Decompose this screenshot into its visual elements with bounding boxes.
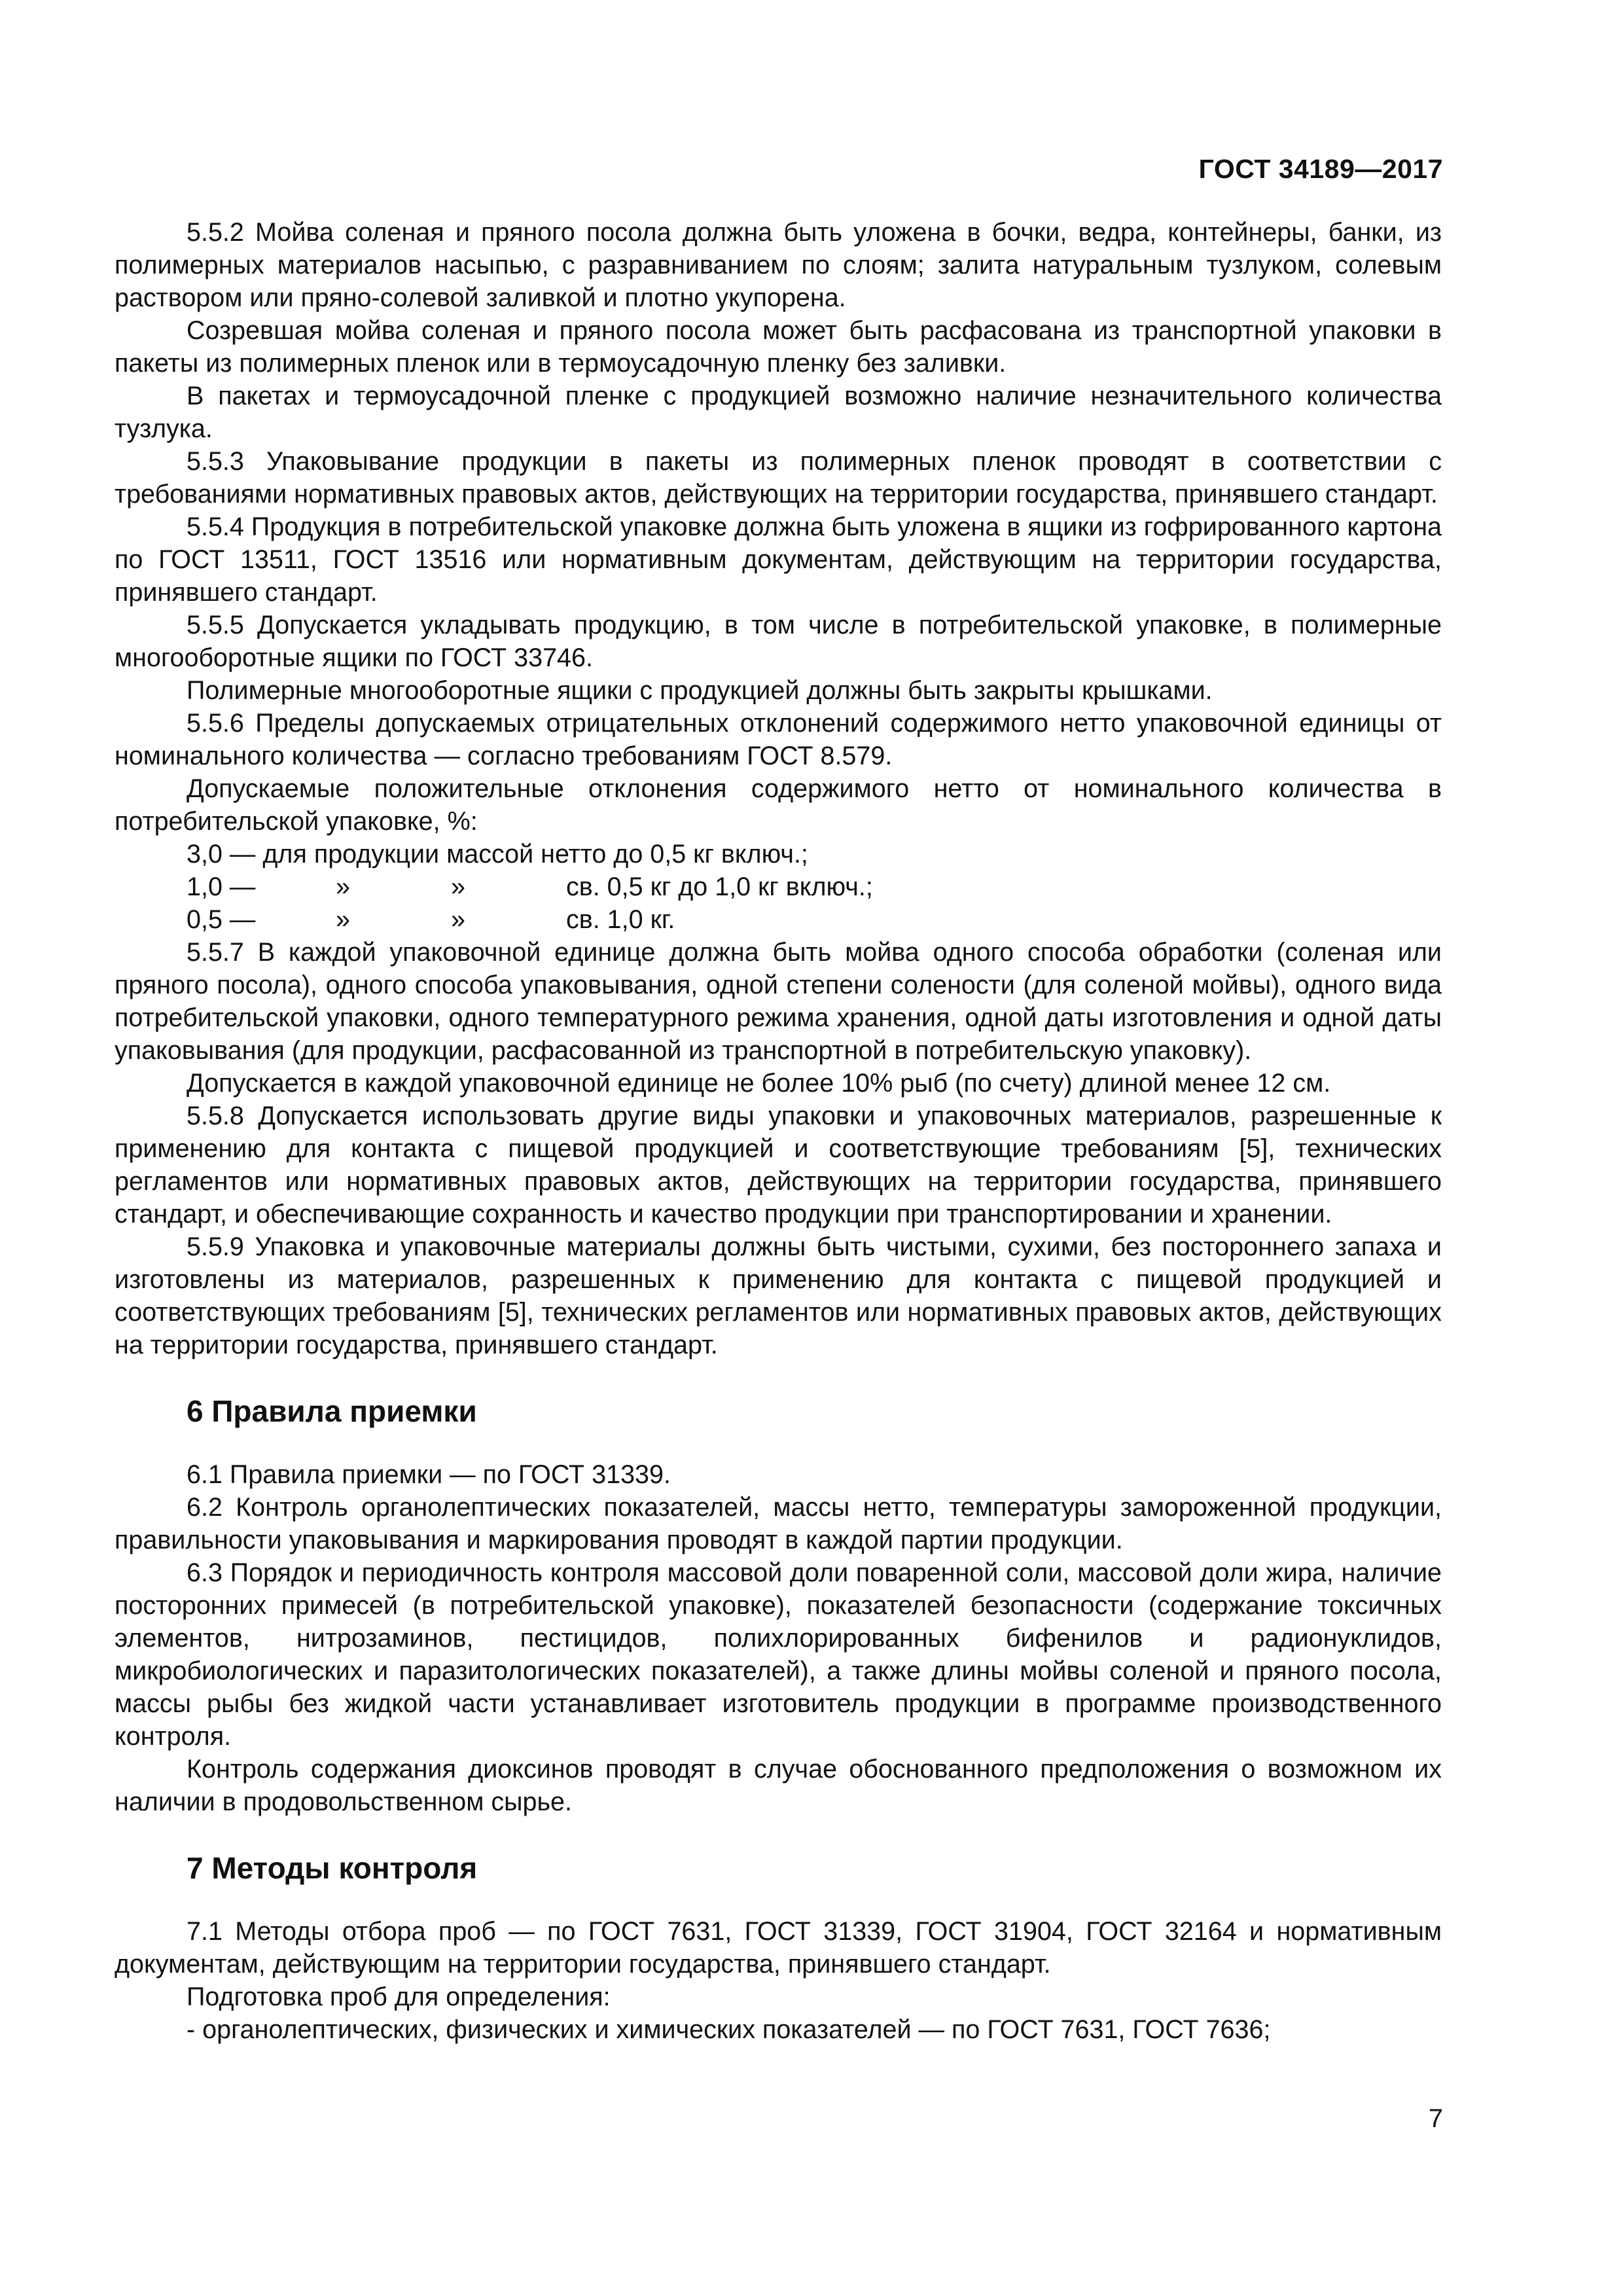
deviation-list [115,838,1442,936]
deviation-value: 0,5 — [187,905,256,934]
paragraph-5-5-6: 5.5.6 Пределы допускаемых отрицательных отклонений содержимого нетто упаковочной единицы от номинального количества — согласно требованиям ГОСТ 8.579. [115,709,1442,770]
deviation-text: 3,0 — для продукции массой нетто до 0,5 кг включ.; [187,840,808,869]
deviation-row [115,870,1442,903]
ditto-mark: » [336,872,350,901]
paragraph: Допускаемые положительные отклонения содержимого нетто от номинального количества в потребительской упаковке, %: [115,774,1442,836]
paragraph-5-5-2: 5.5.2 Мойва соленая и пряного посола должна быть уложена в бочки, ведра, контейнеры, банки, из полимерных материалов насыпью, с разравниванием по слоям; залита натуральным тузлуком, солевым раствором или пряно-солевой заливкой и плотно укупорена. [115,218,1442,312]
paragraph-6-3: 6.3 Порядок и периодичность контроля массовой доли поваренной соли, массовой доли жира, наличие посторонних примесей (в потребительской упаковке), показателей безопасности (содержание токсичных элементов, нитрозаминов, пестицидов, полихлорированных бифенилов и радионуклидов, микробиологических и паразитологических показателей), а также длины мойвы соленой и пряного посола, массы рыбы без жидкой части устанавливает изготовитель продукции в программе производственного контроля. [115,1558,1442,1751]
paragraph: Контроль содержания диоксинов проводят в случае обоснованного предположения о возможном их наличии в продовольственном сырье. [115,1755,1442,1816]
deviation-row [115,838,1442,870]
paragraph-5-5-5: 5.5.5 Допускается укладывать продукцию, в том числе в потребительской упаковке, в полимерные многооборотные ящики по ГОСТ 33746. [115,611,1442,672]
standard-code-header: ГОСТ 34189—2017 [1198,154,1443,184]
page-number: 7 [1428,2104,1443,2133]
paragraph: Допускается в каждой упаковочной единице не более 10% рыб (по счету) длиной менее 12 см. [187,1069,1331,1098]
paragraph: В пакетах и термоусадочной пленке с продукцией возможно наличие незначительного количества тузлука. [115,382,1442,443]
paragraph-7-1: 7.1 Методы отбора проб — по ГОСТ 7631, ГОСТ 31339, ГОСТ 31904, ГОСТ 32164 и нормативным документам, действующим на территории государства, принявшего стандарт. [115,1917,1442,1979]
paragraph-6-2: 6.2 Контроль органолептических показателей, массы нетто, температуры замороженной продукции, правильности упаковывания и маркирования проводят в каждой партии продукции. [115,1493,1442,1554]
section-6-heading: 6 Правила приемки [187,1394,477,1428]
paragraph: Созревшая мойва соленая и пряного посола может быть расфасована из транспортной упаковки в пакеты из полимерных пленок или в термоусадочную пленку без заливки. [115,316,1442,378]
paragraph-5-5-9: 5.5.9 Упаковка и упаковочные материалы должны быть чистыми, сухими, без постороннего запаха и изготовлены из материалов, разрешенных к применению для контакта с пищевой продукцией и соответствующих требованиям [5], технических регламентов или нормативных правовых актов, действующих на территории государства, принявшего стандарт. [115,1232,1442,1359]
deviation-range: св. 1,0 кг. [566,905,675,934]
paragraph-5-5-8: 5.5.8 Допускается использовать другие виды упаковки и упаковочных материалов, разрешенные к применению для контакта с пищевой продукцией и соответствующие требованиям [5], технических регламентов или нормативных правовых актов, действующих на территории государства, принявшего стандарт, и обеспечивающие сохранность и качество продукции при транспортировании и хранении. [115,1102,1442,1229]
list-item: - органолептических, физических и химических показателей — по ГОСТ 7631, ГОСТ 7636; [187,2015,1271,2044]
paragraph: Подготовка проб для определения: [187,1982,611,2011]
paragraph-5-5-7: 5.5.7 В каждой упаковочной единице должна быть мойва одного способа обработки (соленая или пряного посола), одного способа упаковывания, одной степени солености (для соленой мойвы), одного вида потребительской упаковки, одного температурного режима хранения, одной даты изготовления и одной даты упаковывания (для продукции, расфасованной из транспортной в потребительскую упаковку). [115,938,1442,1065]
deviation-row [115,903,1442,936]
paragraph-5-5-4: 5.5.4 Продукция в потребительской упаковке должна быть уложена в ящики из гофрированного картона по ГОСТ 13511, ГОСТ 13516 или нормативным документам, действующим на территории государства, принявшего стандарт. [115,512,1442,607]
paragraph-5-5-3: 5.5.3 Упаковывание продукции в пакеты из полимерных пленок проводят в соответствии с требованиями нормативных правовых актов, действующих на территории государства, принявшего стандарт. [115,447,1442,509]
deviation-range: св. 0,5 кг до 1,0 кг включ.; [566,872,873,901]
document-body [115,216,1442,2046]
section-7-heading: 7 Методы контроля [187,1851,478,1885]
paragraph-6-1: 6.1 Правила приемки — по ГОСТ 31339. [187,1460,671,1489]
ditto-mark: » [451,872,465,901]
paragraph: Полимерные многооборотные ящики с продукцией должны быть закрыты крышками. [187,676,1213,705]
ditto-mark: » [451,905,465,934]
ditto-mark: » [336,905,350,934]
deviation-value: 1,0 — [187,872,256,901]
